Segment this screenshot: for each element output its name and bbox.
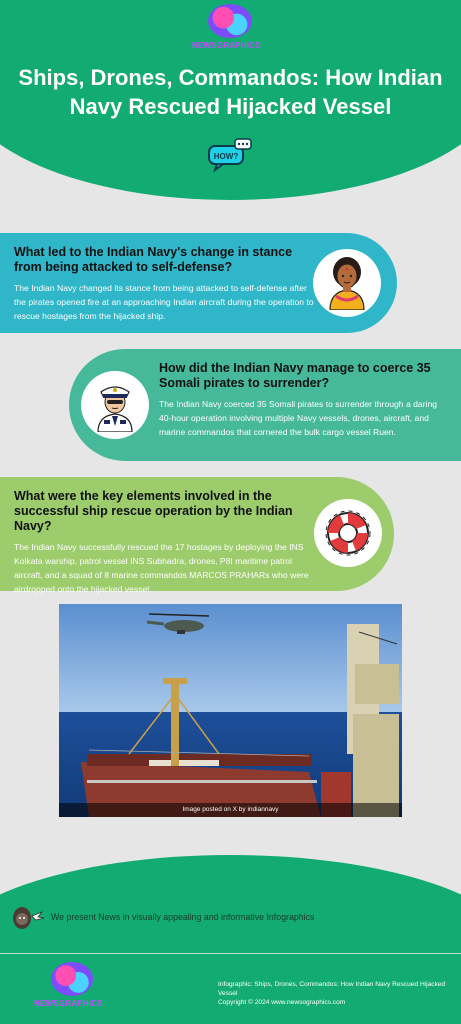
question-2: How did the Indian Navy manage to coerce 35 Somali pirates to surrender? — [159, 361, 431, 390]
lifebuoy-icon — [322, 507, 374, 559]
question-3: What were the key elements involved in the successful ship rescue operation by the Indian Navy? — [14, 489, 293, 533]
avatar-circle-2 — [81, 371, 149, 439]
footer-logo-mark-icon — [51, 962, 93, 996]
how-badge-text: HOW? — [213, 152, 239, 161]
navy-officer-icon — [90, 378, 140, 432]
footer-brand-logo — [34, 962, 103, 1020]
mascot-icon — [10, 904, 46, 930]
qa-card-3 — [0, 477, 394, 594]
qa-card-1 — [0, 233, 397, 333]
answer-3: The Indian Navy successfully rescued the 17 hostages by deploying the INS Kolkata warship, patrol vessel INS Subhadra, drones, P8I maritime patrol aircraft, and a squad of 8 marine commandos MARCOS PRAHARs who were airdropped onto the hijacked vessel. — [14, 542, 309, 594]
avatar-circle-3 — [314, 499, 382, 567]
credit-line-2: Copyright © 2024 www.newsographics.com — [218, 999, 346, 1006]
footer-tagline: We present News in visually appealing and informative Infographics — [51, 912, 315, 922]
ship-helicopter-image — [59, 604, 402, 817]
credit-line-1: Infographic: Ships, Drones, Commandos: How Indian Navy Rescued Hijacked Vessel — [218, 981, 446, 997]
logo-text: NEWSGRAPHICS — [192, 41, 261, 50]
woman-avatar-icon — [322, 256, 372, 310]
page-title: Ships, Drones, Commandos: How Indian Navy Rescued Hijacked Vessel — [18, 65, 443, 119]
footer-logo-text: NEWSGRAPHICS — [34, 999, 103, 1008]
answer-1: The Indian Navy changed its stance from being attacked to self-defense after the pirates opened fire at an approaching Indian aircraft during the operation to rescue hostages from the hijacked ship. — [14, 283, 314, 321]
avatar-circle-1 — [313, 249, 381, 317]
how-speech-bubble-icon — [207, 138, 253, 172]
brand-logo — [192, 4, 261, 58]
qa-card-2 — [69, 349, 461, 461]
answer-2: The Indian Navy coerced 35 Somali pirates to surrender through a daring 40-hour operation involving multiple Navy vessels, drones, aircraft, and marine commandos that cornered the bulk cargo vessel Ruen. — [159, 399, 438, 437]
rescue-photo — [59, 604, 402, 817]
footer-credit — [218, 980, 461, 1007]
footer-divider — [0, 953, 461, 954]
question-1: What led to the Indian Navy's change in stance from being attacked to self-defense? — [14, 245, 293, 274]
logo-mark-icon — [208, 4, 252, 38]
photo-caption: Image posted on X by indiannavy — [59, 803, 402, 817]
